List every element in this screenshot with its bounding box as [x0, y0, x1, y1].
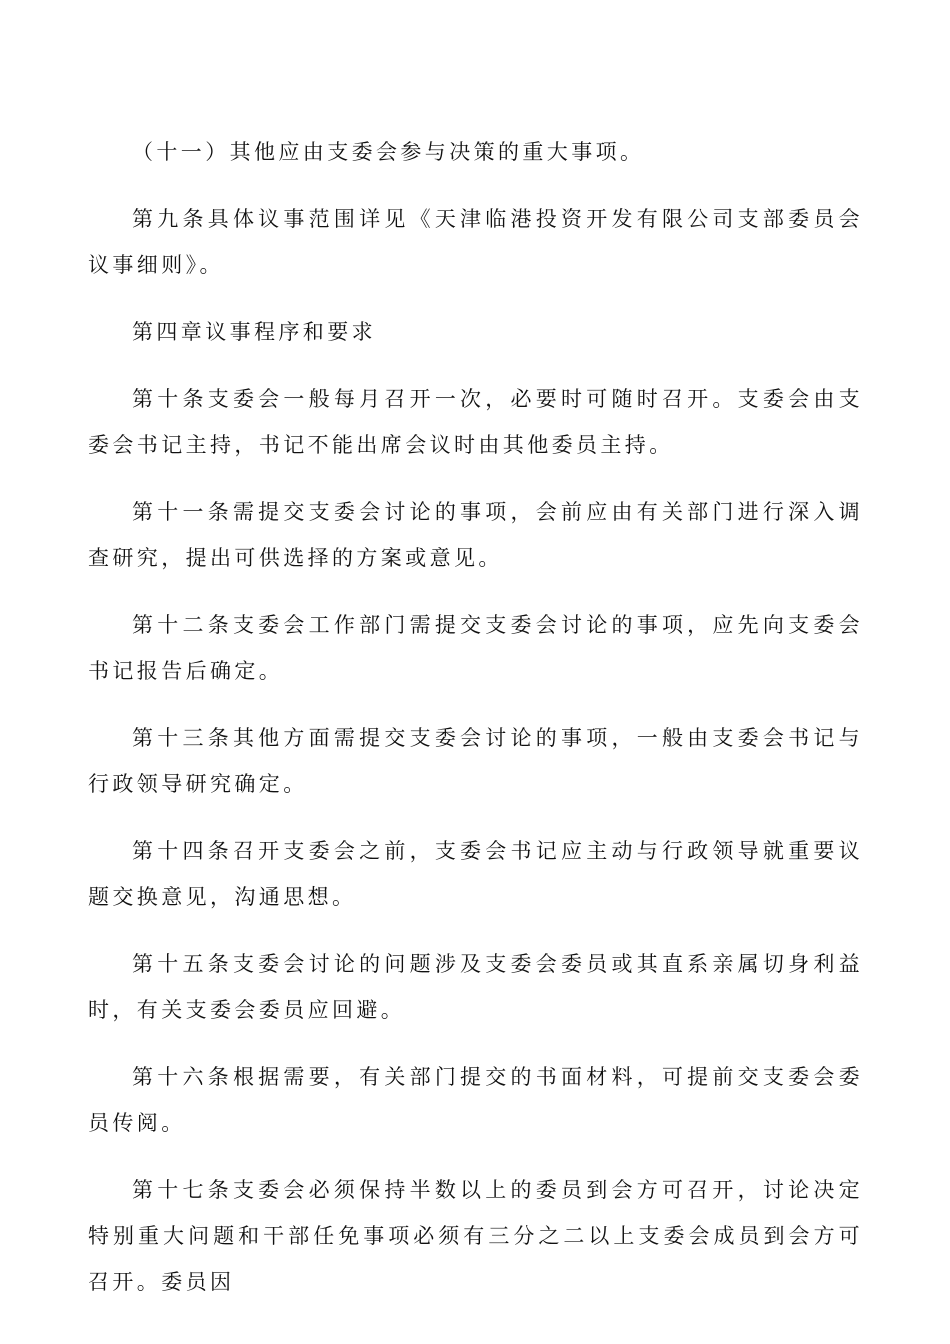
article-17-paragraph: 第十七条支委会必须保持半数以上的委员到会方可召开，讨论决定特别重大问题和干部任免事项必须有三分之二以上支委会成员到会方可召开。委员因 — [88, 1178, 863, 1294]
article-11-paragraph: 第十一条需提交支委会讨论的事项，会前应由有关部门进行深入调查研究，提出可供选择的方案或意见。 — [88, 500, 863, 570]
paragraph-item-11: （十一）其他应由支委会参与决策的重大事项。 — [132, 140, 645, 164]
article-13-paragraph: 第十三条其他方面需提交支委会讨论的事项，一般由支委会书记与行政领导研究确定。 — [88, 726, 863, 796]
article-9-paragraph: 第九条具体议事范围详见《天津临港投资开发有限公司支部委员会议事细则》。 — [88, 207, 863, 277]
chapter-4-heading: 第四章议事程序和要求 — [132, 320, 376, 344]
article-10-paragraph: 第十条支委会一般每月召开一次，必要时可随时召开。支委会由支委会书记主持，书记不能出席会议时由其他委员主持。 — [88, 387, 863, 457]
document-body — [88, 129, 863, 1326]
article-15-paragraph: 第十五条支委会讨论的问题涉及支委会委员或其直系亲属切身利益时，有关支委会委员应回避。 — [88, 952, 863, 1022]
article-12-paragraph: 第十二条支委会工作部门需提交支委会讨论的事项，应先向支委会书记报告后确定。 — [88, 613, 863, 683]
article-16-paragraph: 第十六条根据需要，有关部门提交的书面材料，可提前交支委会委员传阅。 — [88, 1065, 863, 1135]
article-14-paragraph: 第十四条召开支委会之前，支委会书记应主动与行政领导就重要议题交换意见，沟通思想。 — [88, 839, 863, 909]
